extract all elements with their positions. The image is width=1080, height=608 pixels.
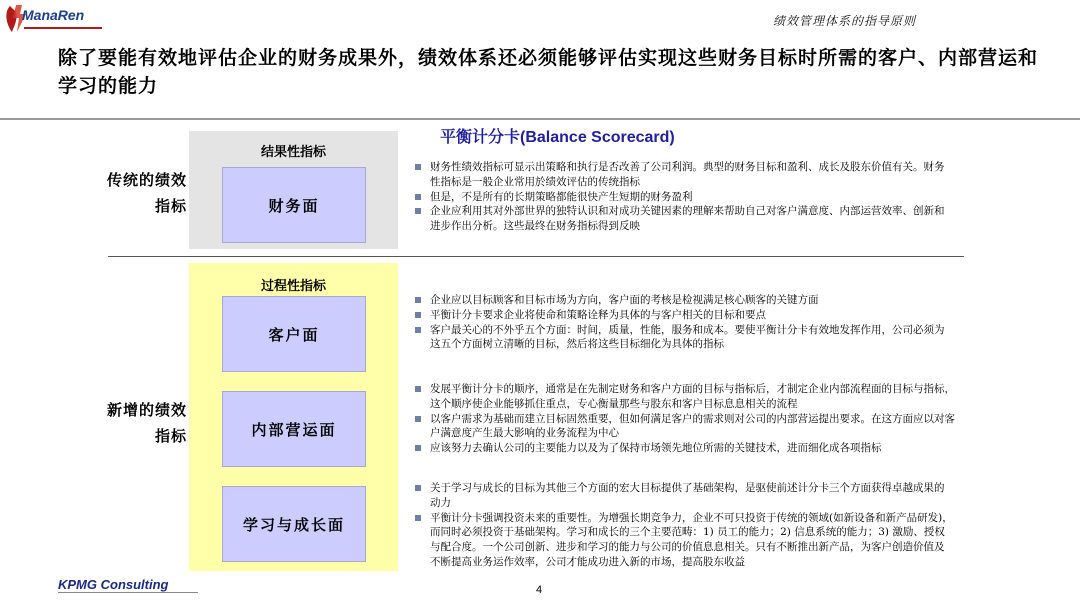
scorecard-title-cn: 平衡计分卡 [440,127,521,146]
list-item: 平衡计分卡要求企业将使命和策略诠释为具体的与客户相关的目标和要点 [414,308,954,323]
footer-underline [58,592,198,593]
list-item: 财务性绩效指标可显示出策略和执行是否改善了公司利润。典型的财务目标和盈利、成长及股东价值有关。财务性指标是一般企业常用於绩效评估的传统指标 [414,160,954,190]
slide-title: 除了要能有效地评估企业的财务成果外，绩效体系还必须能够评估实现这些财务目标时所需的客户、内部营运和学习的能力 [58,47,1039,97]
list-item: 以客户需求为基础而建立目标固然重要，但如何满足客户的需求则对公司的内部营运提出要求。在这方面应以对客户满意度产生最大影响的业务流程为中心 [414,412,962,442]
financial-box: 财务面 [222,167,366,243]
customer-box: 客户面 [222,296,366,372]
customer-bullets [414,293,954,352]
learning-bullets [414,481,954,570]
list-item: 企业应利用其对外部世界的独特认识和对成功关键因素的理解来帮助自己对客户满意度、内部运营效率、创新和进步作出分析。这些最终在财务指标得到反映 [414,204,954,234]
internal-operations-box: 内部营运面 [222,391,366,467]
footer-company-logo: KPMG Consulting [58,577,169,592]
section-divider [108,256,964,257]
new-row-label: 新增的绩效指标 [107,401,188,445]
list-item: 企业应以目标顾客和目标市场为方向，客户面的考核是检视满足核心顾客的关键方面 [414,293,954,308]
list-item: 但是，不是所有的长期策略都能很快产生短期的财务盈利 [414,190,954,205]
process-indicators-heading: 过程性指标 [260,279,326,294]
list-item: 关于学习与成长的目标为其他三个方面的宏大目标提供了基础架构，是驱使前述计分卡三个方面获得卓越成果的动力 [414,481,954,511]
list-item: 发展平衡计分卡的顺序，通常是在先制定财务和客户方面的目标与指标后，才制定企业内部流程面的目标与指标，这个顺序使企业能够抓住重点，专心衡量那些与股东和客户目标息息相关的流程 [414,382,962,412]
page-number: 4 [536,584,543,596]
list-item: 平衡计分卡强调投资未来的重要性。为增强长期竞争力，企业不可只投资于传统的领域(如新设备和新产品研发)，而同时必须投资于基础架构。学习和成长的三个主要范畴：1) 员工的能力；2) 信息系统的能力；3) 激励、授权与配合度。一个公司创新、进步和学习的能力与公司的价值息息相关。只有不断推出新产品，为客户创造价值及不断提高业务运作效率，公司才能成功进入新的市场，提高股东收益 [414,511,954,570]
list-item: 应该努力去确认公司的主要能力以及为了保持市场领先地位所需的关键技术，进而细化成各项指标 [414,441,962,456]
financial-bullets [414,160,954,234]
scorecard-title-en: (Balance Scorecard) [520,129,675,146]
scorecard-title [440,124,675,147]
learning-growth-box: 学习与成长面 [222,486,366,562]
logo-underline [24,27,102,29]
traditional-row-label: 传统的绩效指标 [107,171,188,215]
list-item: 客户最关心的不外乎五个方面：时间，质量，性能，服务和成本。要使平衡计分卡有效地发挥作用，公司必须为这五个方面树立清晰的目标，然后将这些目标细化为具体的指标 [414,323,954,353]
result-indicators-heading: 结果性指标 [260,145,326,160]
internal-bullets [414,382,962,456]
document-title: 绩效管理体系的指导原则 [772,14,916,28]
logo-text: ManaRen [22,7,85,23]
top-divider [0,118,1080,120]
